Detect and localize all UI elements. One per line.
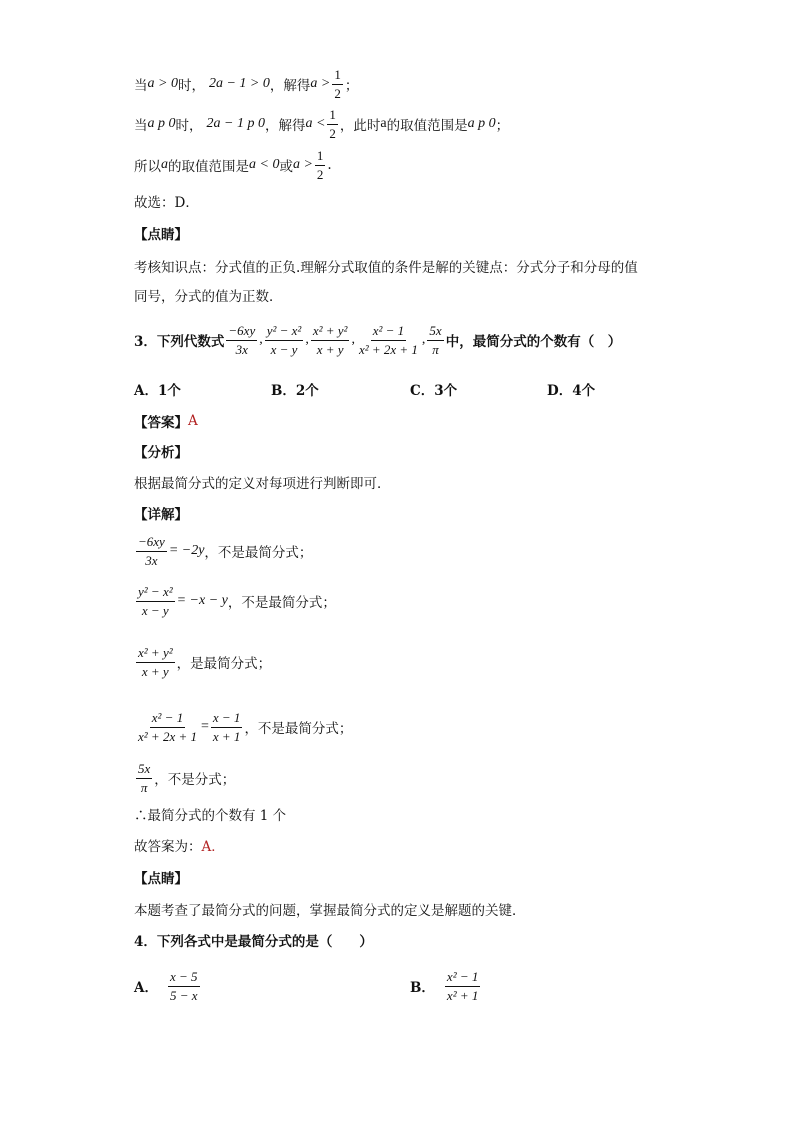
fraction-numerator: x² + y²	[136, 646, 175, 663]
heading-text: 【分析】	[134, 445, 188, 461]
option-c	[410, 378, 457, 400]
text: ；	[495, 118, 510, 134]
answer-line	[134, 410, 198, 432]
solution-line-2	[134, 106, 509, 142]
fraction-numerator: y² − x²	[265, 324, 304, 341]
detail-step-3	[134, 640, 271, 684]
fraction-denominator: 2	[329, 125, 336, 141]
text: ，解得	[269, 78, 311, 94]
separator: ,	[421, 332, 426, 347]
text: ，不是最简分式；	[204, 545, 313, 561]
question-text: 中，最简分式的个数有（ ）	[445, 334, 622, 350]
fraction-denominator: x² + 1	[446, 987, 479, 1003]
fraction-numerator: x − 5	[168, 970, 200, 987]
option-label: B．	[410, 980, 435, 996]
fraction-denominator: x² + 2x + 1	[358, 341, 418, 357]
question-4	[134, 929, 373, 951]
fraction	[211, 711, 243, 743]
text: 当	[134, 78, 148, 94]
option-label: A．	[134, 980, 158, 996]
final-answer-value: A．	[201, 839, 225, 855]
analysis-line	[134, 471, 391, 493]
fraction-numerator: x² − 1	[371, 324, 406, 341]
text: 根据最简分式的定义对每项进行判断即可．	[134, 476, 391, 492]
fraction-one-half	[327, 108, 338, 140]
text: 的取值范围是	[386, 118, 468, 134]
question-3	[134, 318, 621, 362]
fraction-denominator: x² + 2x + 1	[138, 728, 197, 744]
tip-line-2	[134, 284, 283, 306]
section-heading-tip-2	[134, 866, 188, 888]
separator: ,	[305, 332, 309, 347]
heading-text: 【点睛】	[134, 227, 188, 243]
fraction-numerator: 1	[332, 68, 343, 85]
answer-label: 【答案】	[134, 415, 188, 431]
text: ，不是分式；	[154, 772, 236, 788]
fraction-denominator: x − y	[141, 602, 169, 618]
section-heading-analysis	[134, 440, 188, 462]
text: 时，	[175, 118, 203, 134]
fraction	[136, 585, 175, 617]
text: ，此时	[339, 118, 381, 134]
fraction-denominator: x − y	[270, 341, 298, 357]
question-text: 4．下列各式中是最简分式的是（ ）	[134, 934, 373, 950]
fraction-numerator: 5x	[136, 762, 152, 779]
solution-line-3	[134, 146, 332, 184]
fraction-denominator: 3x	[235, 341, 248, 357]
fraction-numerator: 5x	[427, 324, 443, 341]
conclusion-line	[134, 803, 286, 825]
question-text: 3．下列代数式	[134, 334, 225, 350]
fraction-denominator: x + y	[316, 341, 344, 357]
text: .	[327, 157, 332, 173]
math-inline: =	[200, 719, 209, 734]
fraction-one-half	[332, 68, 343, 100]
math-inline: a >	[292, 157, 313, 172]
fraction	[168, 970, 200, 1002]
math-inline: a	[380, 116, 387, 131]
fraction-denominator: 2	[316, 166, 324, 182]
tip-text-line	[134, 898, 526, 920]
math-inline: a	[161, 157, 168, 172]
math-inline: a p 0	[467, 116, 496, 131]
detail-step-2	[134, 580, 336, 622]
choice-line	[134, 190, 199, 212]
option-label: B．2个	[271, 383, 319, 399]
text: 时，	[177, 78, 205, 94]
separator: ,	[259, 332, 263, 347]
text: 本题考查了最简分式的问题，掌握最简分式的定义是解题的关键．	[134, 903, 526, 919]
fraction-one-half	[315, 149, 326, 181]
fraction	[136, 646, 175, 678]
fraction-numerator: x² + y²	[311, 324, 350, 341]
answer-value: A	[188, 413, 198, 429]
fraction-numerator: 1	[315, 149, 326, 166]
option-b	[271, 378, 319, 400]
tip-line-1	[134, 255, 638, 277]
fraction-denominator: 3x	[145, 552, 158, 568]
fraction	[311, 324, 350, 356]
text: ；	[344, 78, 359, 94]
fraction-numerator: x² − 1	[445, 970, 480, 987]
option-a	[134, 378, 181, 400]
fraction	[136, 711, 199, 743]
text: 故选：D．	[134, 195, 199, 211]
fraction	[265, 324, 304, 356]
fraction-denominator: π	[432, 341, 439, 357]
math-inline: 2a − 1 p 0	[206, 116, 265, 131]
text: ，不是最简分式；	[244, 721, 353, 737]
fraction-numerator: y² − x²	[136, 585, 175, 602]
fraction	[357, 324, 420, 356]
final-answer-line	[134, 834, 225, 856]
fraction-denominator: π	[140, 779, 148, 795]
fraction-numerator: 1	[327, 108, 338, 125]
text: 当	[134, 118, 148, 134]
detail-step-4	[134, 704, 352, 750]
fraction	[445, 970, 480, 1002]
text: 故答案为：	[134, 839, 202, 855]
option-label: C．3个	[410, 383, 458, 399]
option-label: A．1个	[134, 383, 181, 399]
text: 的取值范围是	[168, 159, 249, 175]
q4-option-b	[410, 964, 482, 1008]
detail-step-5	[134, 758, 235, 798]
fraction-numerator: x² − 1	[150, 711, 185, 728]
fraction-denominator: x + y	[141, 663, 169, 679]
text: 所以	[134, 159, 161, 175]
math-inline: a < 0	[249, 157, 280, 172]
fraction	[136, 762, 152, 794]
fraction	[427, 324, 443, 356]
q4-option-a	[134, 964, 202, 1008]
fraction-numerator: −6xy	[136, 535, 167, 552]
fraction-denominator: 2	[334, 85, 341, 101]
math-inline: a p 0	[147, 116, 176, 131]
section-heading-detail	[134, 502, 188, 524]
text: 同号，分式的值为正数．	[134, 289, 283, 305]
fraction	[226, 324, 257, 356]
option-d	[547, 378, 595, 400]
math-inline: a >	[310, 76, 331, 91]
fraction-denominator: 5 − x	[169, 987, 198, 1003]
fraction-numerator: x − 1	[211, 711, 243, 728]
math-inline: a <	[305, 116, 326, 131]
fraction-numerator: −6xy	[226, 324, 257, 341]
heading-text: 【详解】	[134, 507, 188, 523]
detail-step-1	[134, 530, 312, 572]
text: ，不是最简分式；	[227, 595, 336, 611]
fraction-denominator: x + 1	[212, 728, 241, 744]
math-inline: = −x − y	[176, 593, 228, 608]
text: ，是最简分式；	[176, 656, 272, 672]
math-inline: 2a − 1 > 0	[208, 76, 270, 91]
text: 考核知识点：分式值的正负.理解分式取值的条件是解的关键点：分式分子和分母的值	[134, 260, 638, 276]
section-heading-tip	[134, 222, 188, 244]
text: 或	[279, 159, 293, 175]
fraction	[136, 535, 167, 567]
math-inline: a > 0	[147, 76, 178, 91]
option-label: D．4个	[547, 383, 596, 399]
heading-text: 【点睛】	[134, 871, 188, 887]
text: ，解得	[264, 118, 306, 134]
solution-line-1	[134, 66, 358, 102]
text: ∴最简分式的个数有 1 个	[134, 808, 287, 824]
math-inline: = −2y	[168, 543, 205, 558]
separator: ,	[351, 332, 355, 347]
